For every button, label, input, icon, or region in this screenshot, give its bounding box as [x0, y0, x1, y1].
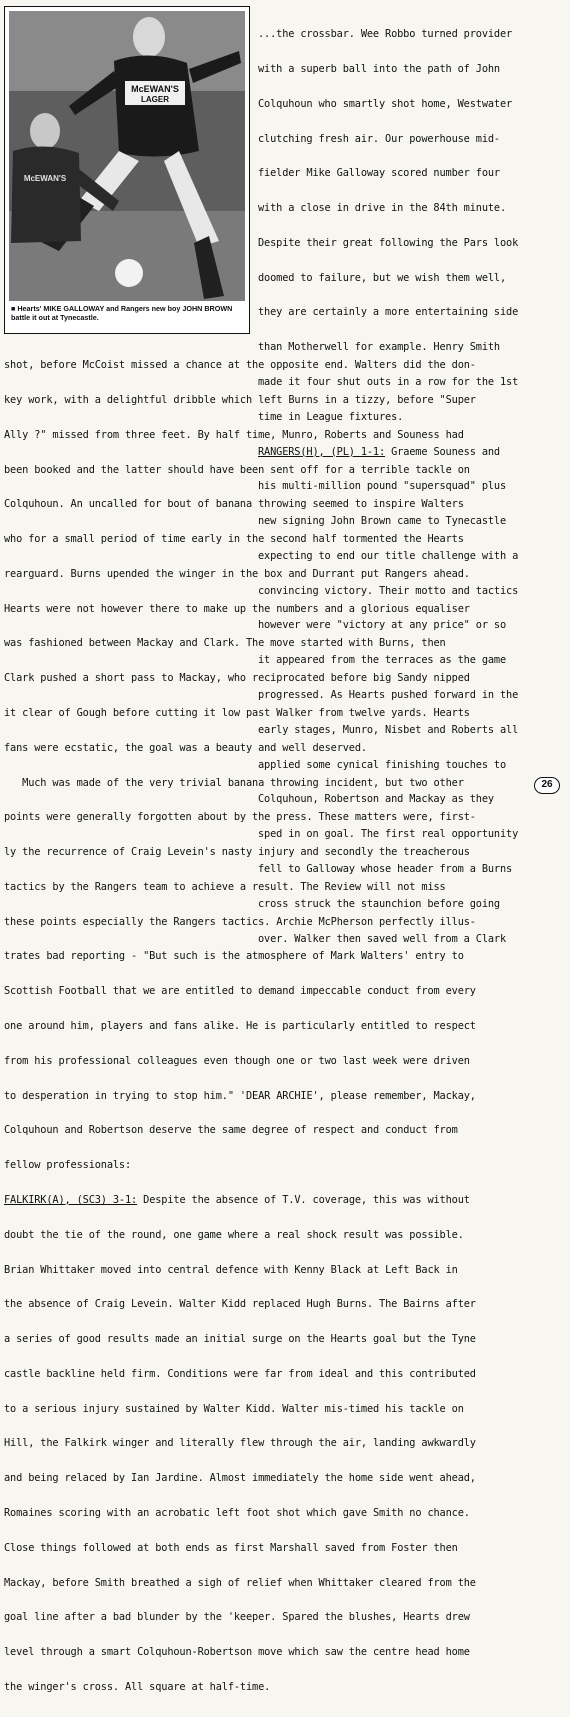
- text-line: to desperation in trying to stop him." 'DEAR ARCHIE', please remember, Mackay,: [4, 1089, 476, 1102]
- text-line: ...the crossbar. Wee Robbo turned provider: [258, 28, 513, 41]
- text-line: Hill, the Falkirk winger and literally flew through the air, landing awkwardly: [4, 1437, 476, 1450]
- text-line: it appeared from the terraces as the game: [258, 654, 507, 667]
- shirt-sponsor-subtext: LAGER: [141, 95, 169, 104]
- text-line: to a serious injury sustained by Walter Kidd. Walter mis-timed his tackle on: [4, 1402, 464, 1415]
- page-number-badge: 26: [534, 777, 560, 794]
- text-line: ly the recurrence of Craig Levein's nasty injury and secondly the treacherous: [4, 846, 470, 859]
- falkirk-match-heading: FALKIRK(A), (SC3) 3-1:: [4, 1193, 138, 1206]
- text-line: Brian Whittaker moved into central defence with Kenny Black at Left Back in: [4, 1263, 458, 1276]
- text-line: sped in on goal. The first real opportunity: [258, 828, 519, 841]
- text-line: his multi-million pound "supersquad" plus: [258, 480, 507, 493]
- text-line: Scottish Football that we are entitled to demand impeccable conduct from every: [4, 985, 476, 998]
- text-line: it clear of Gough before cutting it low past Walker from twelve yards. Hearts: [4, 707, 470, 719]
- text-line: the winger's cross. All square at half-time.: [4, 1680, 271, 1693]
- text-line: trates bad reporting - "But such is the atmosphere of Mark Walters' entry to: [4, 950, 464, 963]
- match-photo-illustration: [9, 11, 245, 301]
- text-line: from his professional colleagues even though one or two last week were driven: [4, 1054, 470, 1067]
- text-line: tactics by the Rangers team to achieve a result. The Review will not miss: [4, 880, 446, 893]
- text-line: Despite the absence of T.V. coverage, this was without: [137, 1193, 470, 1206]
- photo-frame: [4, 6, 250, 334]
- text-line: Hearts were not however there to make up the numbers and a glorious equaliser: [4, 602, 470, 615]
- text-line: than Motherwell for example. Henry Smith: [258, 341, 500, 354]
- text-line: Romaines scoring with an acrobatic left foot shot which gave Smith no chance.: [4, 1506, 470, 1519]
- text-line: clutching fresh air. Our powerhouse mid-: [258, 132, 500, 145]
- text-line: with a superb ball into the path of John: [258, 62, 500, 75]
- text-line: Close things followed at both ends as first Marshall saved from Foster then: [4, 1541, 458, 1554]
- text-line: rearguard. Burns upended the winger in the box and Durrant put Rangers ahead.: [4, 567, 470, 580]
- text-line: early stages, Munro, Nisbet and Roberts all: [258, 723, 519, 736]
- text-line: level through a smart Colquhoun-Robertson move which saw the centre head home: [4, 1646, 470, 1659]
- text-line: new signing John Brown came to Tynecastle: [258, 515, 507, 528]
- rangers-match-heading: RANGERS(H), (PL) 1-1:: [258, 445, 386, 458]
- text-line: with a close in drive in the 84th minute.: [258, 202, 507, 215]
- text-line: Colquhoun who smartly shot home, Westwater: [258, 97, 513, 110]
- text-line: a series of good results made an initial surge on the Hearts goal but the Tyne: [4, 1333, 476, 1346]
- text-line: Much was made of the very trivial banana throwing incident, but two other: [4, 776, 464, 789]
- text-line: one around him, players and fans alike. He is particularly entitled to respect: [4, 1020, 476, 1033]
- text-line: Ally ?" missed from three feet. By half time, Munro, Roberts and Souness had: [4, 428, 464, 441]
- text-line: fans were ecstatic, the goal was a beauty and well deserved.: [4, 741, 367, 754]
- text-line: applied some cynical finishing touches to: [258, 758, 507, 771]
- text-line: shot, before McCoist missed a chance at the opposite end. Walters did the don-: [4, 359, 476, 372]
- text-line: been booked and the latter should have been sent off for a terrible tackle on: [4, 463, 470, 476]
- hearts-shirt-sponsor-text: McEWAN'S: [23, 174, 67, 183]
- match-photo: [9, 11, 245, 301]
- text-line: fell to Galloway whose header from a Burns: [258, 862, 513, 875]
- text-line: Colquhoun and Robertson deserve the same degree of respect and conduct from: [4, 1124, 458, 1137]
- text-line: over. Walker then saved well from a Clark: [258, 932, 507, 945]
- text-line: Clark pushed a short pass to Mackay, who reciprocated before big Sandy nipped: [4, 672, 470, 685]
- text-line: made it four shut outs in a row for the 1st: [258, 376, 519, 388]
- text-line: points were generally forgotten about by the press. These matters were, first-: [4, 811, 476, 824]
- text-line: was fashioned between Mackay and Clark. The move started with Burns, then: [4, 637, 446, 650]
- text-line: they are certainly a more entertaining side: [258, 306, 519, 319]
- full-width-text-block: [4, 337, 564, 1717]
- text-line: and being relaced by Ian Jardine. Almost immediately the home side went ahead,: [4, 1472, 476, 1485]
- shirt-sponsor-text: McEWAN'S: [131, 84, 179, 94]
- text-line: cross struck the staunchion before going: [258, 897, 500, 910]
- text-line: castle backline held firm. Conditions were far from ideal and this contributed: [4, 1367, 476, 1380]
- text-line: Mackay, before Smith breathed a sigh of relief when Whittaker cleared from the: [4, 1576, 476, 1589]
- text-line: who for a small period of time early in the second half tormented the Hearts: [4, 533, 464, 546]
- text-line: Graeme Souness and: [385, 445, 500, 458]
- text-line: Despite their great following the Pars look: [258, 236, 519, 249]
- falkirk-report-first-line: [4, 1195, 564, 1207]
- text-line: Colquhoun. An uncalled for bout of banana throwing seemed to inspire Walters: [4, 498, 464, 511]
- photo-caption: ■ Hearts' MIKE GALLOWAY and Rangers new boy JOHN BROWN battle it out at Tynecastle.: [11, 304, 233, 322]
- text-line: expecting to end our title challenge with a: [258, 549, 519, 562]
- text-line: goal line after a bad blunder by the 'keeper. Spared the blushes, Hearts drew: [4, 1611, 470, 1624]
- text-line: progressed. As Hearts pushed forward in the: [258, 689, 519, 702]
- text-line: however were "victory at any price" or so: [258, 619, 507, 632]
- text-line: fellow professionals:: [4, 1159, 132, 1172]
- text-line: Colquhoun, Robertson and Mackay as they: [258, 793, 494, 806]
- text-line: time in League fixtures.: [258, 410, 404, 423]
- text-line: fielder Mike Galloway scored number four: [258, 167, 500, 180]
- text-line: doubt the tie of the round, one game where a real shock result was possible.: [4, 1228, 464, 1241]
- text-line: convincing victory. Their motto and tactics: [258, 584, 519, 597]
- text-line: the absence of Craig Levein. Walter Kidd replaced Hugh Burns. The Bairns after: [4, 1298, 476, 1311]
- text-line: these points especially the Rangers tactics. Archie McPherson perfectly illus-: [4, 915, 476, 928]
- text-line: doomed to failure, but we wish them well,: [258, 271, 507, 284]
- text-line: key work, with a delightful dribble which left Burns in a tizzy, before "Super: [4, 393, 476, 406]
